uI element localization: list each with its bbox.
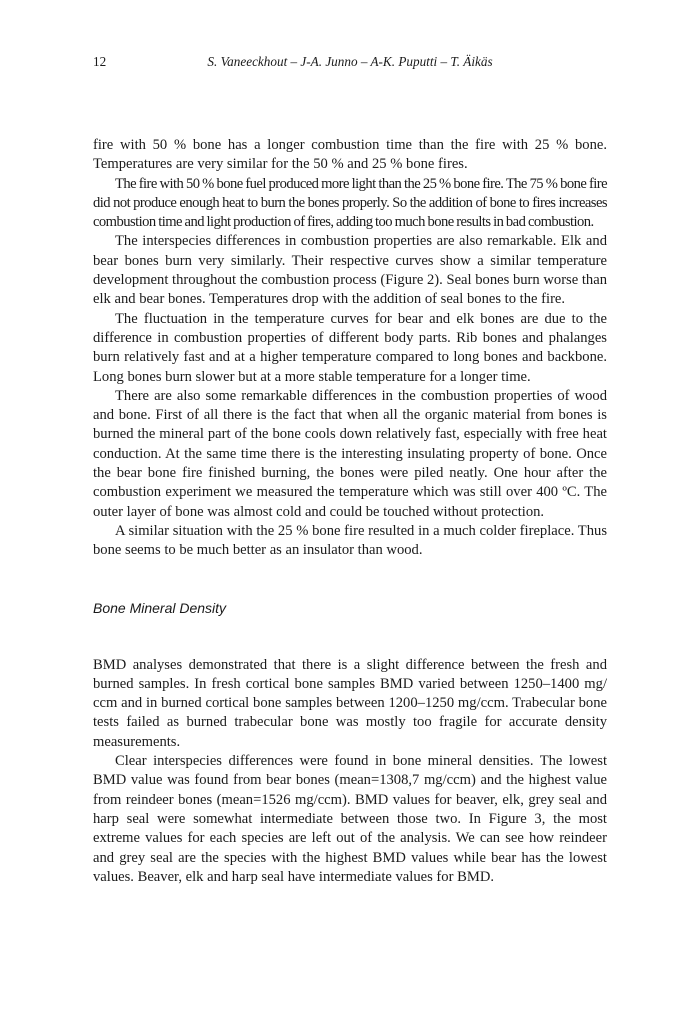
paragraph: BMD analyses demonstrated that there is a slight difference between the fresh and burned samples. In fresh cortical bone samples BMD varied between 1250–1400 mg/ ccm and in burned cortical bone samples between 1200–1250 mg/ccm. Trabecular bone tests failed as burned trabecular bone was mostly too fragile for accurate density measurements.: [93, 656, 607, 750]
running-header-authors: S. Vaneeckhout – J-A. Junno – A-K. Puputti – T. Äikäs: [207, 54, 493, 69]
paragraph: The fire with 50 % bone fuel produced more light than the 25 % bone fire. The 75 % bone fire did not produce enough heat to burn the bones properly. So the addition of bone to fires increases combustion time and light production of fires, adding too much bone results in bad combustion.: [93, 175, 607, 231]
paragraph: The interspecies differences in combustion properties are also remarkable. Elk and bear bones burn very similarly. Their respective curves show a similar temperature development throughout the combustion process (Figure 2). Seal bones burn worse than elk and bear bones. Temperatures drop with the addition of seal bones to the fire.: [93, 233, 607, 308]
section-heading: Bone Mineral Density: [93, 599, 227, 616]
paragraph: The fluctuation in the temperature curves for bear and elk bones are due to the difference in combustion properties of different body parts. Rib bones and phalanges burn relatively fast and at a higher temperature compared to long bones and backbone. Long bones burn slower but at a more stable temperature for a longer time.: [93, 310, 607, 385]
paragraph: Clear interspecies differences were found in bone mineral densities. The lowest BMD value was found from bear bones (mean=1308,7 mg/ccm) and the highest value from reindeer bones (mean=1526 mg/ccm). BMD values for beaver, elk, grey seal and harp seal were somewhat intermediate between those two. In Figure 3, the most extreme values for each species are left out of the analysis. We can see how reindeer and grey seal are the species with the highest BMD values while bear has the lowest values. Beaver, elk and harp seal have intermediate values for BMD.: [93, 753, 607, 885]
body-text: [93, 136, 607, 887]
running-header: [93, 54, 607, 74]
paragraph: There are also some remarkable differences in the combustion properties of wood and bone. First of all there is the fact that when all the organic material from bones is burned the mineral part of the bone cools down relatively fast, especially with free heat conduction. At the same time there is the interesting insulating property of bone. Once the bear bone fire finished burning, the bones were piled neatly. One hour after the combustion experiment we measured the temperature which was still over 400 ºC. The outer layer of bone was almost cold and could be touched without protection.: [93, 387, 607, 520]
page-number: 12: [93, 54, 107, 69]
paragraph: A similar situation with the 25 % bone fire resulted in a much colder fireplace. Thus bone seems to be much better as an insulator than wood.: [93, 522, 607, 559]
paragraph: fire with 50 % bone has a longer combustion time than the fire with 25 % bone. Temperatures are very similar for the 50 % and 25 % bone fires.: [93, 137, 607, 173]
